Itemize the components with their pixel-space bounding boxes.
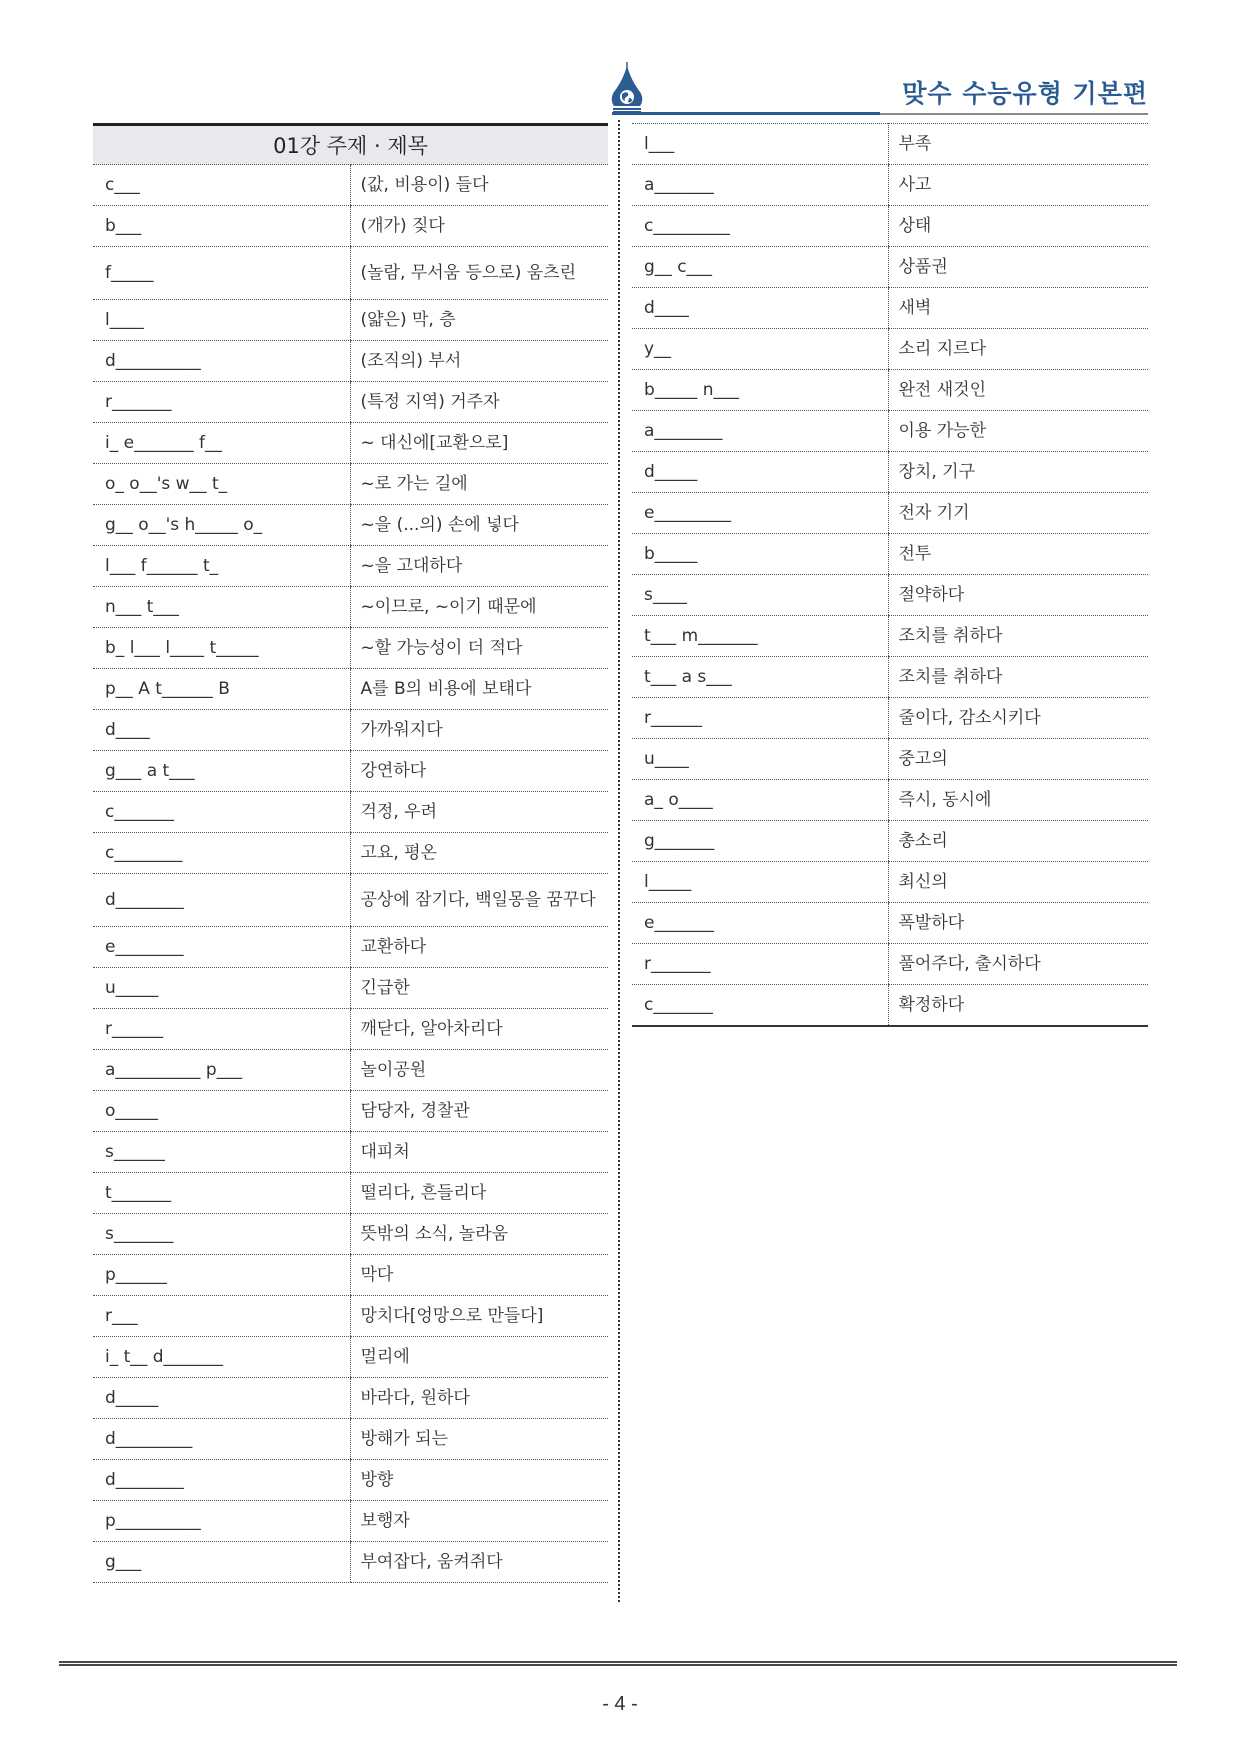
english-hint: c_______ [632,985,888,1027]
table-row [632,862,1148,903]
english-hint: r______ [632,698,888,739]
english-hint: e_________ [632,493,888,534]
korean-meaning: 가까워지다 [350,710,608,751]
english-hint: a_______ [632,165,888,206]
english-hint: p__________ [93,1501,350,1542]
english-hint: c_________ [632,206,888,247]
table-row [632,493,1148,534]
english-hint: r___ [93,1296,350,1337]
english-hint: u_____ [93,968,350,1009]
brand-title: 맞수 수능유형 기본편 [902,79,1148,108]
korean-meaning: 부족 [888,124,1148,165]
table-row [93,1091,608,1132]
table-row [93,710,608,751]
korean-meaning: 폭발하다 [888,903,1148,944]
english-hint: r_______ [632,944,888,985]
korean-meaning: 중고의 [888,739,1148,780]
table-row [632,411,1148,452]
korean-meaning: A를 B의 비용에 보태다 [350,669,608,710]
table-row [93,587,608,628]
english-hint: b_____ [632,534,888,575]
table-row [93,165,608,206]
korean-meaning: ~을 (...의) 손에 넣다 [350,505,608,546]
english-hint: c________ [93,833,350,874]
table-row [93,628,608,669]
english-hint: d_____ [93,1378,350,1419]
english-hint: b___ [93,206,350,247]
header-rule-blue [612,112,880,115]
table-row [93,1009,608,1050]
page-number: - 4 - [602,1693,638,1715]
korean-meaning: 총소리 [888,821,1148,862]
korean-meaning: 전투 [888,534,1148,575]
english-hint: g__ o__'s h_____ o_ [93,505,350,546]
korean-meaning: 방향 [350,1460,608,1501]
table-row [632,903,1148,944]
english-hint: t___ m_______ [632,616,888,657]
english-hint: y__ [632,329,888,370]
english-hint: a__________ p___ [93,1050,350,1091]
korean-meaning: 이용 가능한 [888,411,1148,452]
table-row [632,985,1148,1027]
korean-meaning: 놀이공원 [350,1050,608,1091]
english-hint: t_______ [93,1173,350,1214]
korean-meaning: (조직의) 부서 [350,341,608,382]
table-row [93,1542,608,1583]
table-row [93,833,608,874]
korean-meaning: ~로 가는 길에 [350,464,608,505]
korean-meaning: 풀어주다, 출시하다 [888,944,1148,985]
table-row [93,206,608,247]
english-hint: t___ a s___ [632,657,888,698]
table-row [632,247,1148,288]
english-hint: r______ [93,1009,350,1050]
korean-meaning: 망치다[엉망으로 만들다] [350,1296,608,1337]
english-hint: d_________ [93,1419,350,1460]
table-row [93,1132,608,1173]
table-row [632,780,1148,821]
english-hint: f_____ [93,247,350,300]
table-row [632,288,1148,329]
korean-meaning: 완전 새것인 [888,370,1148,411]
english-hint: g_______ [632,821,888,862]
english-hint: a________ [632,411,888,452]
table-row [632,165,1148,206]
english-hint: p______ [93,1255,350,1296]
english-hint: o_____ [93,1091,350,1132]
english-hint: g__ c___ [632,247,888,288]
english-hint: n___ t___ [93,587,350,628]
table-row [632,944,1148,985]
table-row [93,1501,608,1542]
korean-meaning: 걱정, 우려 [350,792,608,833]
english-hint: i_ e_______ f__ [93,423,350,464]
korean-meaning: 교환하다 [350,927,608,968]
footer-double-rule [59,1661,1177,1666]
korean-meaning: 고요, 평온 [350,833,608,874]
table-row [93,1050,608,1091]
english-hint: c___ [93,165,350,206]
korean-meaning: 장치, 기구 [888,452,1148,493]
english-hint: d_____ [632,452,888,493]
english-hint: r_______ [93,382,350,423]
table-row [93,874,608,927]
korean-meaning: 소리 지르다 [888,329,1148,370]
english-hint: d________ [93,874,350,927]
korean-meaning: ~할 가능성이 더 적다 [350,628,608,669]
english-hint: l___ f______ t_ [93,546,350,587]
english-hint: l_____ [632,862,888,903]
english-hint: i_ t__ d_______ [93,1337,350,1378]
korean-meaning: 떨리다, 흔들리다 [350,1173,608,1214]
column-separator [618,120,620,1602]
korean-meaning: 멀리에 [350,1337,608,1378]
table-row [632,616,1148,657]
english-hint: e________ [93,927,350,968]
korean-meaning: 공상에 잠기다, 백일몽을 꿈꾸다 [350,874,608,927]
table-row [93,968,608,1009]
korean-meaning: 강연하다 [350,751,608,792]
english-hint: c_______ [93,792,350,833]
table-row [93,669,608,710]
english-hint: b_____ n___ [632,370,888,411]
korean-meaning: 줄이다, 감소시키다 [888,698,1148,739]
lesson-title: 01강 주제 · 제목 [93,125,608,165]
table-row [93,1255,608,1296]
table-row [93,464,608,505]
vocab-table-right [632,123,1148,1027]
table-row [632,370,1148,411]
english-hint: u____ [632,739,888,780]
english-hint: s____ [632,575,888,616]
table-row [632,206,1148,247]
table-row [632,821,1148,862]
table-row [93,1460,608,1501]
table-row [632,739,1148,780]
korean-meaning: 절약하다 [888,575,1148,616]
korean-meaning: (값, 비용이) 들다 [350,165,608,206]
english-hint: g___ [93,1542,350,1583]
pen-nib-globe-icon [610,62,644,114]
korean-meaning: 바라다, 원하다 [350,1378,608,1419]
table-row [93,546,608,587]
korean-meaning: 뜻밖의 소식, 놀라움 [350,1214,608,1255]
table-row [93,300,608,341]
korean-meaning: 조치를 취하다 [888,657,1148,698]
table-header-row [93,125,608,165]
table-row [632,124,1148,165]
korean-meaning: 전자 기기 [888,493,1148,534]
korean-meaning: 즉시, 동시에 [888,780,1148,821]
english-hint: l____ [93,300,350,341]
table-row [93,382,608,423]
english-hint: d__________ [93,341,350,382]
korean-meaning: 방해가 되는 [350,1419,608,1460]
korean-meaning: ~을 고대하다 [350,546,608,587]
table-row [93,341,608,382]
english-hint: d________ [93,1460,350,1501]
korean-meaning: 확정하다 [888,985,1148,1027]
korean-meaning: 긴급한 [350,968,608,1009]
korean-meaning: 보행자 [350,1501,608,1542]
table-row [93,792,608,833]
english-hint: s_______ [93,1214,350,1255]
english-hint: d____ [93,710,350,751]
table-row [93,505,608,546]
english-hint: g___ a t___ [93,751,350,792]
vocab-table-left [93,123,608,1583]
table-row [93,1296,608,1337]
korean-meaning: 상품권 [888,247,1148,288]
table-row [93,1337,608,1378]
korean-meaning: (개가) 짖다 [350,206,608,247]
english-hint: d____ [632,288,888,329]
korean-meaning: 부여잡다, 움켜쥐다 [350,1542,608,1583]
english-hint: e_______ [632,903,888,944]
korean-meaning: 담당자, 경찰관 [350,1091,608,1132]
table-row [93,423,608,464]
table-row [93,1419,608,1460]
table-row [93,1378,608,1419]
english-hint: b_ l___ l____ t_____ [93,628,350,669]
korean-meaning: 최신의 [888,862,1148,903]
table-row [93,927,608,968]
korean-meaning: ~ 대신에[교환으로] [350,423,608,464]
table-row [632,657,1148,698]
korean-meaning: (놀람, 무서움 등으로) 움츠린 [350,247,608,300]
table-row [632,698,1148,739]
korean-meaning: 새벽 [888,288,1148,329]
korean-meaning: 대피처 [350,1132,608,1173]
table-row [632,534,1148,575]
english-hint: o_ o__'s w__ t_ [93,464,350,505]
korean-meaning: (얇은) 막, 층 [350,300,608,341]
korean-meaning: 상태 [888,206,1148,247]
korean-meaning: ~이므로, ~이기 때문에 [350,587,608,628]
table-row [93,1173,608,1214]
table-row [93,1214,608,1255]
table-row [632,329,1148,370]
english-hint: a_ o____ [632,780,888,821]
table-row [632,575,1148,616]
korean-meaning: 사고 [888,165,1148,206]
header-rule-gray [880,113,1148,115]
table-row [93,247,608,300]
english-hint: p__ A t______ B [93,669,350,710]
korean-meaning: 조치를 취하다 [888,616,1148,657]
korean-meaning: 막다 [350,1255,608,1296]
english-hint: l___ [632,124,888,165]
korean-meaning: (특정 지역) 거주자 [350,382,608,423]
english-hint: s______ [93,1132,350,1173]
table-row [632,452,1148,493]
table-row [93,751,608,792]
korean-meaning: 깨닫다, 알아차리다 [350,1009,608,1050]
